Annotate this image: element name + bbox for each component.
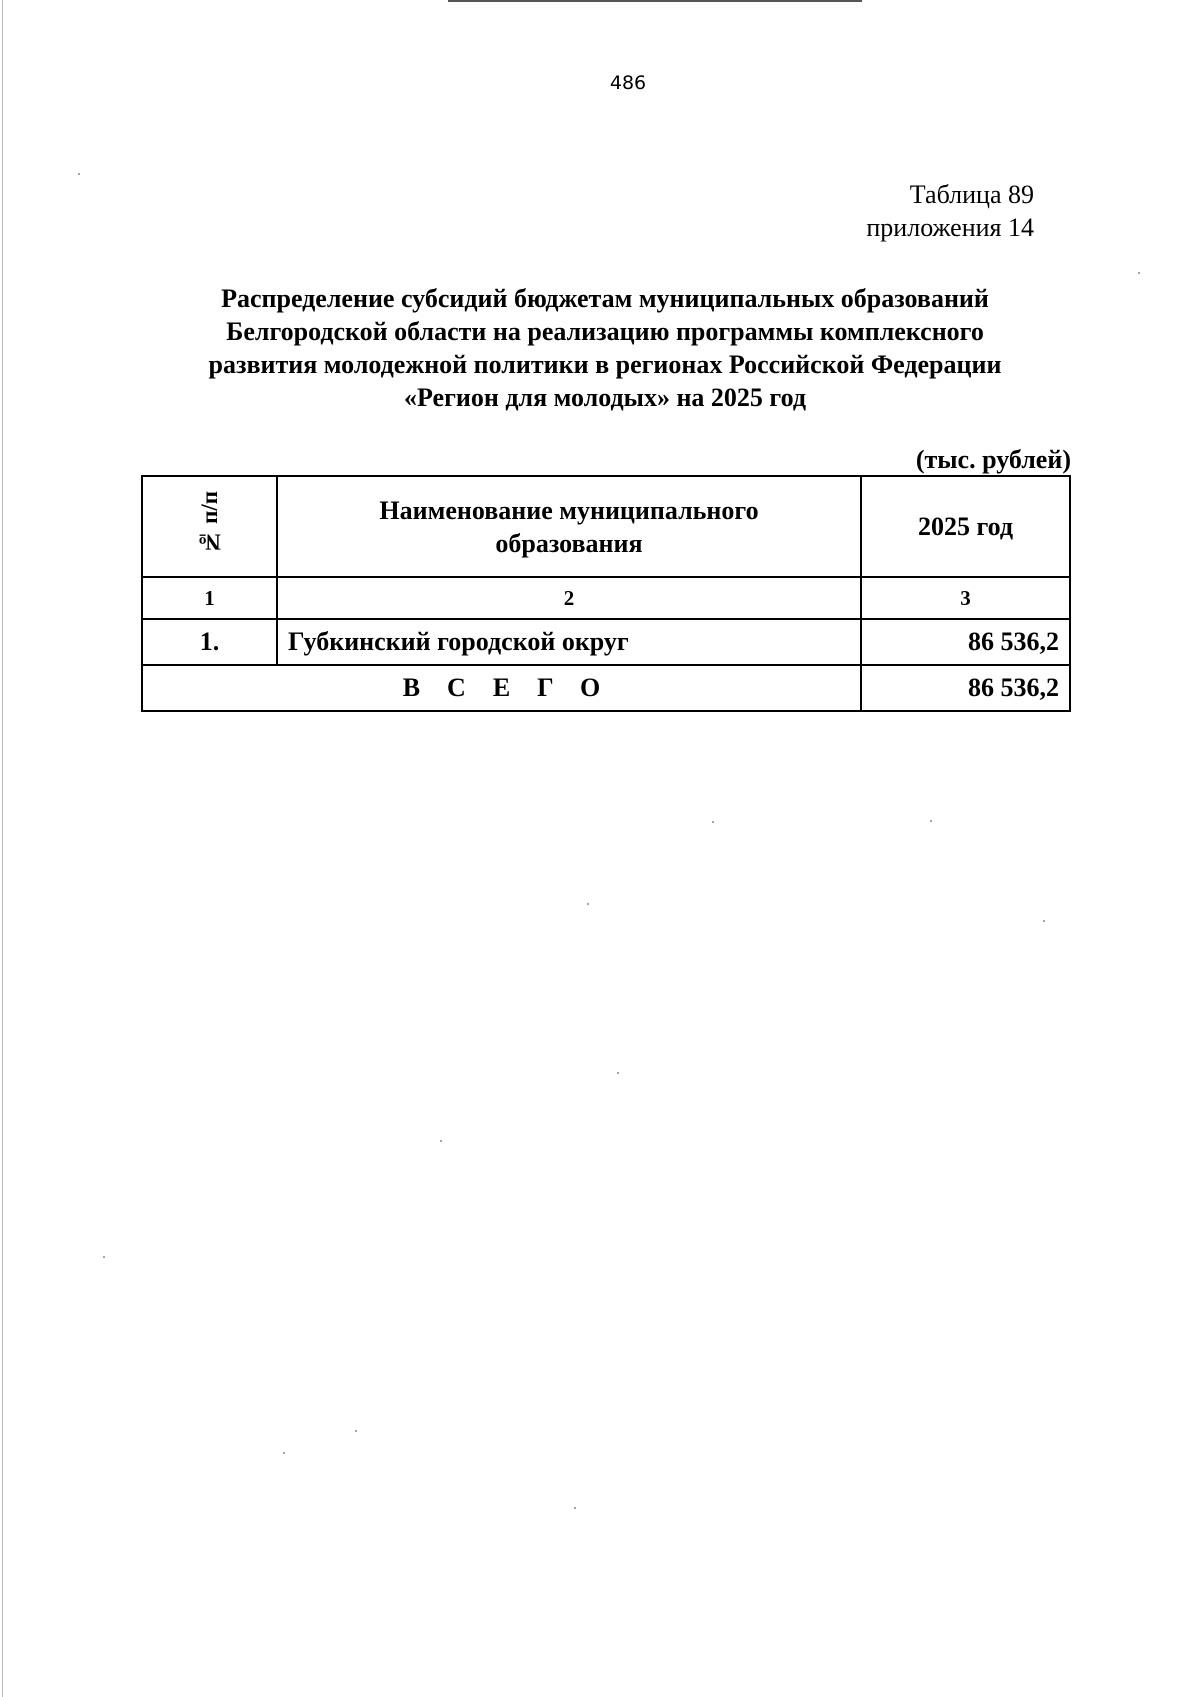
header-name-line: Наименование муниципального: [379, 495, 759, 525]
top-rule: [448, 0, 862, 2]
column-number-cell: 2: [277, 577, 861, 619]
column-number-row: [142, 577, 1070, 619]
header-cell-name: [277, 476, 861, 577]
column-number-cell: 3: [861, 577, 1070, 619]
scan-speck: [930, 820, 932, 822]
scan-speck: [1043, 920, 1045, 922]
title-line: Распределение субсидий бюджетам муниципальных образований: [221, 284, 989, 313]
column-number-cell: 1: [142, 577, 277, 619]
page-number: 486: [609, 72, 647, 94]
header-name-line: образования: [495, 528, 643, 558]
row-num-cell: 1.: [142, 619, 277, 665]
total-label: ВСЕГО: [402, 673, 628, 702]
scan-speck: [78, 173, 80, 175]
table-reference: [866, 178, 1034, 244]
header-cell-num: [142, 476, 277, 577]
table-header-row: [142, 476, 1070, 577]
total-row: [142, 665, 1070, 711]
total-value-cell: 86 536,2: [861, 665, 1070, 711]
scan-speck: [1138, 272, 1140, 274]
total-label-cell: [142, 665, 861, 711]
scan-speck: [283, 1452, 285, 1454]
scan-speck: [103, 1256, 105, 1258]
table-row: [142, 619, 1070, 665]
scan-speck: [355, 1430, 357, 1432]
scan-speck: [440, 1140, 442, 1142]
title-line: «Регион для молодых» на 2025 год: [403, 383, 806, 412]
row-value-cell: 86 536,2: [861, 619, 1070, 665]
subsidy-table: [141, 475, 1071, 712]
scan-edge-line: [2, 0, 3, 1697]
header-cell-year: 2025 год: [861, 476, 1070, 577]
table-reference-line: приложения 14: [866, 213, 1034, 242]
scan-speck: [617, 1072, 619, 1074]
title-line: Белгородской области на реализацию программы комплексного: [226, 317, 984, 346]
row-name-cell: Губкинский городской округ: [277, 619, 861, 665]
scan-speck: [587, 903, 589, 905]
header-num-label: № п/п: [196, 491, 222, 555]
document-title: [140, 282, 1070, 414]
scan-speck: [712, 821, 714, 823]
table-reference-line: Таблица 89: [909, 180, 1034, 209]
units-label: (тыс. рублей): [915, 445, 1071, 474]
scan-speck: [574, 1507, 576, 1509]
title-line: развития молодежной политики в регионах Российской Федерации: [208, 350, 1002, 379]
